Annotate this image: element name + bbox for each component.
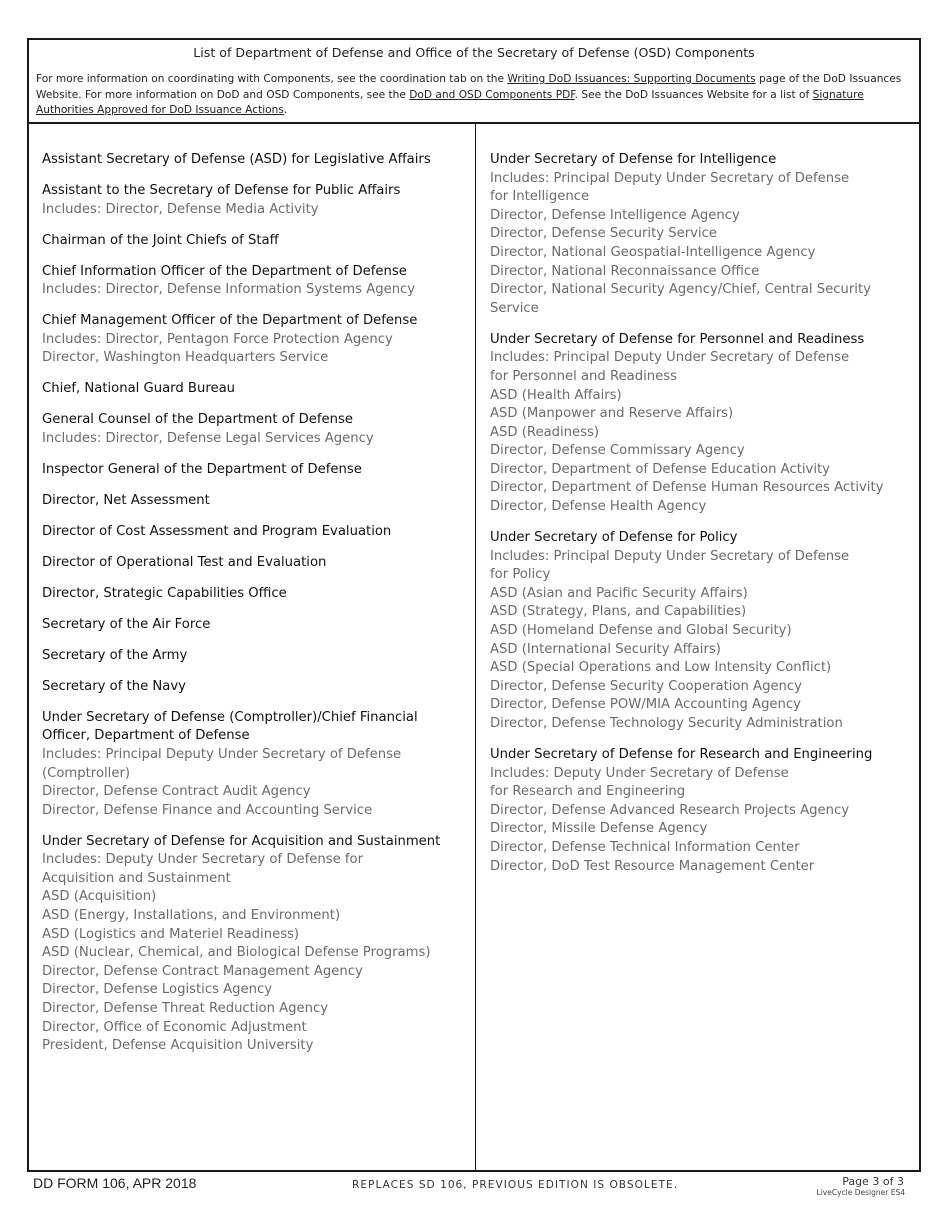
component-subline: Director, Defense Security Service — [490, 226, 718, 242]
component-title: Director of Cost Assessment and Program Evaluation — [42, 523, 392, 539]
component-subline: Includes: Deputy Under Secretary of Defense for — [42, 852, 364, 868]
component-subline: ASD (Health Affairs) — [490, 387, 622, 403]
component-subline: ASD (Special Operations and Low Intensity Conflict) — [490, 660, 832, 676]
component-subline: Includes: Principal Deputy Under Secretary of Defense — [490, 350, 850, 366]
component-group — [42, 554, 462, 573]
component-title: Secretary of the Army — [42, 647, 188, 663]
component-title: Under Secretary of Defense for Acquisition and Sustainment — [42, 833, 441, 849]
component-subline: Includes: Director, Defense Media Activity — [42, 201, 319, 217]
component-subline: Director, Defense Health Agency — [490, 499, 707, 515]
component-subline: Director, DoD Test Resource Management Center — [490, 858, 815, 874]
form-id: DD FORM 106, APR 2018 — [33, 1175, 197, 1191]
left-column — [42, 151, 462, 1068]
component-group — [42, 523, 462, 542]
component-group — [42, 833, 462, 1056]
right-column — [490, 151, 910, 889]
component-title: Inspector General of the Department of Defense — [42, 461, 362, 477]
writing-issuances-link[interactable]: Writing DoD Issuances: Supporting Documents — [507, 73, 756, 85]
components-pdf-link[interactable]: DoD and OSD Components PDF — [409, 88, 575, 101]
component-subline: Director, Defense Commissary Agency — [490, 443, 745, 459]
component-subline: Includes: Principal Deputy Under Secretary of Defense (Comptroller) — [42, 746, 402, 781]
column-divider — [475, 124, 476, 1170]
component-title: Under Secretary of Defense (Comptroller)/Chief Financial Officer, Department of Defense — [42, 709, 418, 744]
component-subline: Director, Defense Finance and Accounting Service — [42, 802, 373, 818]
component-subline: Director, National Reconnaissance Office — [490, 263, 760, 279]
component-subline: Director, Defense Logistics Agency — [42, 982, 273, 998]
component-subline: Director, Defense Technical Information Center — [490, 839, 800, 855]
component-subline: Director, Missile Defense Agency — [490, 821, 708, 837]
component-group — [42, 312, 462, 368]
component-title: Secretary of the Navy — [42, 678, 186, 694]
component-group — [42, 647, 462, 666]
component-subline: for Intelligence — [490, 189, 590, 205]
component-subline: Director, Defense Contract Audit Agency — [42, 784, 311, 800]
page-title: List of Department of Defense and Office of the Secretary of Defense (OSD) Components — [193, 45, 755, 60]
component-subline: ASD (International Security Affairs) — [490, 641, 721, 657]
header-note-text-3: . See the DoD Issuances Website for a list of — [574, 88, 813, 101]
designer-label: LiveCycle Designer ES4 — [816, 1188, 905, 1197]
component-subline: Includes: Director, Defense Information Systems Agency — [42, 282, 416, 298]
component-group — [42, 709, 462, 821]
component-title: Under Secretary of Defense for Policy — [490, 530, 738, 546]
component-subline: ASD (Energy, Installations, and Environment) — [42, 908, 341, 924]
component-subline: Director, Defense Advanced Research Projects Agency — [490, 802, 850, 818]
component-subline: ASD (Nuclear, Chemical, and Biological Defense Programs) — [42, 945, 431, 961]
component-title: Under Secretary of Defense for Personnel and Readiness — [490, 331, 865, 347]
component-subline: Director, Department of Defense Human Resources Activity — [490, 480, 884, 496]
component-group — [490, 331, 910, 517]
component-group — [42, 151, 462, 170]
component-subline: Director, Defense POW/MIA Accounting Agency — [490, 697, 801, 713]
component-subline: Director, Defense Intelligence Agency — [490, 207, 740, 223]
component-subline: Director, Washington Headquarters Service — [42, 350, 329, 366]
component-group — [490, 151, 910, 318]
component-title: Chief Management Officer of the Department of Defense — [42, 313, 418, 329]
component-title: Secretary of the Air Force — [42, 616, 211, 632]
component-subline: Includes: Principal Deputy Under Secretary of Defense — [490, 170, 850, 186]
component-group — [42, 492, 462, 511]
component-group — [42, 461, 462, 480]
component-subline: President, Defense Acquisition University — [42, 1038, 314, 1054]
header-box — [29, 40, 919, 124]
replaces-notice: REPLACES SD 106, PREVIOUS EDITION IS OBSOLETE. — [352, 1179, 679, 1191]
component-subline: Director, Defense Technology Security Administration — [490, 716, 843, 731]
component-group — [42, 585, 462, 604]
component-subline: Includes: Director, Defense Legal Services Agency — [42, 430, 374, 446]
component-title: Assistant Secretary of Defense (ASD) for Legislative Affairs — [42, 152, 431, 167]
component-subline: ASD (Homeland Defense and Global Security) — [490, 623, 792, 639]
component-group — [42, 678, 462, 697]
component-subline: Includes: Principal Deputy Under Secretary of Defense — [490, 548, 850, 564]
component-subline: for Policy — [490, 567, 551, 583]
component-subline: Includes: Director, Pentagon Force Protection Agency — [42, 331, 393, 347]
component-title: Director, Net Assessment — [42, 492, 210, 508]
component-group — [42, 411, 462, 448]
component-subline: Director, Defense Security Cooperation Agency — [490, 678, 802, 694]
component-title: Assistant to the Secretary of Defense for Public Affairs — [42, 182, 401, 198]
component-title: Chief, National Guard Bureau — [42, 381, 236, 397]
component-title: Under Secretary of Defense for Intelligence — [490, 152, 777, 167]
component-subline: Acquisition and Sustainment — [42, 870, 231, 886]
header-note-text-1: For more information on coordinating with Components, see the coordination tab on the — [36, 73, 508, 85]
component-subline: Director, Department of Defense Education Activity — [490, 461, 830, 477]
component-title: General Counsel of the Department of Defense — [42, 412, 353, 428]
component-subline: for Research and Engineering — [490, 784, 686, 800]
component-group — [42, 616, 462, 635]
form-frame — [27, 38, 921, 1172]
component-subline: Director, National Security Agency/Chief, Central Security Service — [490, 282, 871, 316]
component-subline: Includes: Deputy Under Secretary of Defense — [490, 765, 789, 781]
component-title: Director of Operational Test and Evaluation — [42, 554, 327, 570]
component-subline: for Personnel and Readiness — [490, 368, 677, 384]
header-note — [36, 72, 911, 119]
component-subline: Director, Office of Economic Adjustment — [42, 1019, 307, 1035]
component-group — [42, 232, 462, 251]
component-subline: ASD (Readiness) — [490, 424, 600, 440]
component-group — [490, 746, 910, 876]
component-group — [490, 529, 910, 734]
signature-authorities-link[interactable]: Signature Authorities Approved for DoD Issuance Actions — [36, 88, 864, 116]
component-group — [42, 263, 462, 300]
header-note-text-4: . — [283, 104, 288, 116]
component-title: Chairman of the Joint Chiefs of Staff — [42, 232, 279, 248]
component-group — [42, 182, 462, 219]
component-subline: Director, Defense Contract Management Agency — [42, 963, 363, 979]
component-title: Director, Strategic Capabilities Office — [42, 585, 287, 601]
component-subline: ASD (Manpower and Reserve Affairs) — [490, 406, 734, 422]
page-number: Page 3 of 3 — [842, 1175, 904, 1188]
component-subline: ASD (Strategy, Plans, and Capabilities) — [490, 604, 747, 620]
component-title: Under Secretary of Defense for Research and Engineering — [490, 746, 873, 762]
component-title: Chief Information Officer of the Department of Defense — [42, 263, 407, 279]
component-subline: ASD (Asian and Pacific Security Affairs) — [490, 585, 748, 601]
header-note-text-2: page of the DoD Issuances Website. For more information on DoD and OSD Components, see the — [36, 73, 902, 101]
component-subline: ASD (Acquisition) — [42, 889, 157, 905]
component-subline: Director, National Geospatial-Intelligence Agency — [490, 244, 816, 260]
component-group — [42, 380, 462, 399]
component-subline: Director, Defense Threat Reduction Agency — [42, 1001, 329, 1017]
component-subline: ASD (Logistics and Materiel Readiness) — [42, 926, 300, 942]
